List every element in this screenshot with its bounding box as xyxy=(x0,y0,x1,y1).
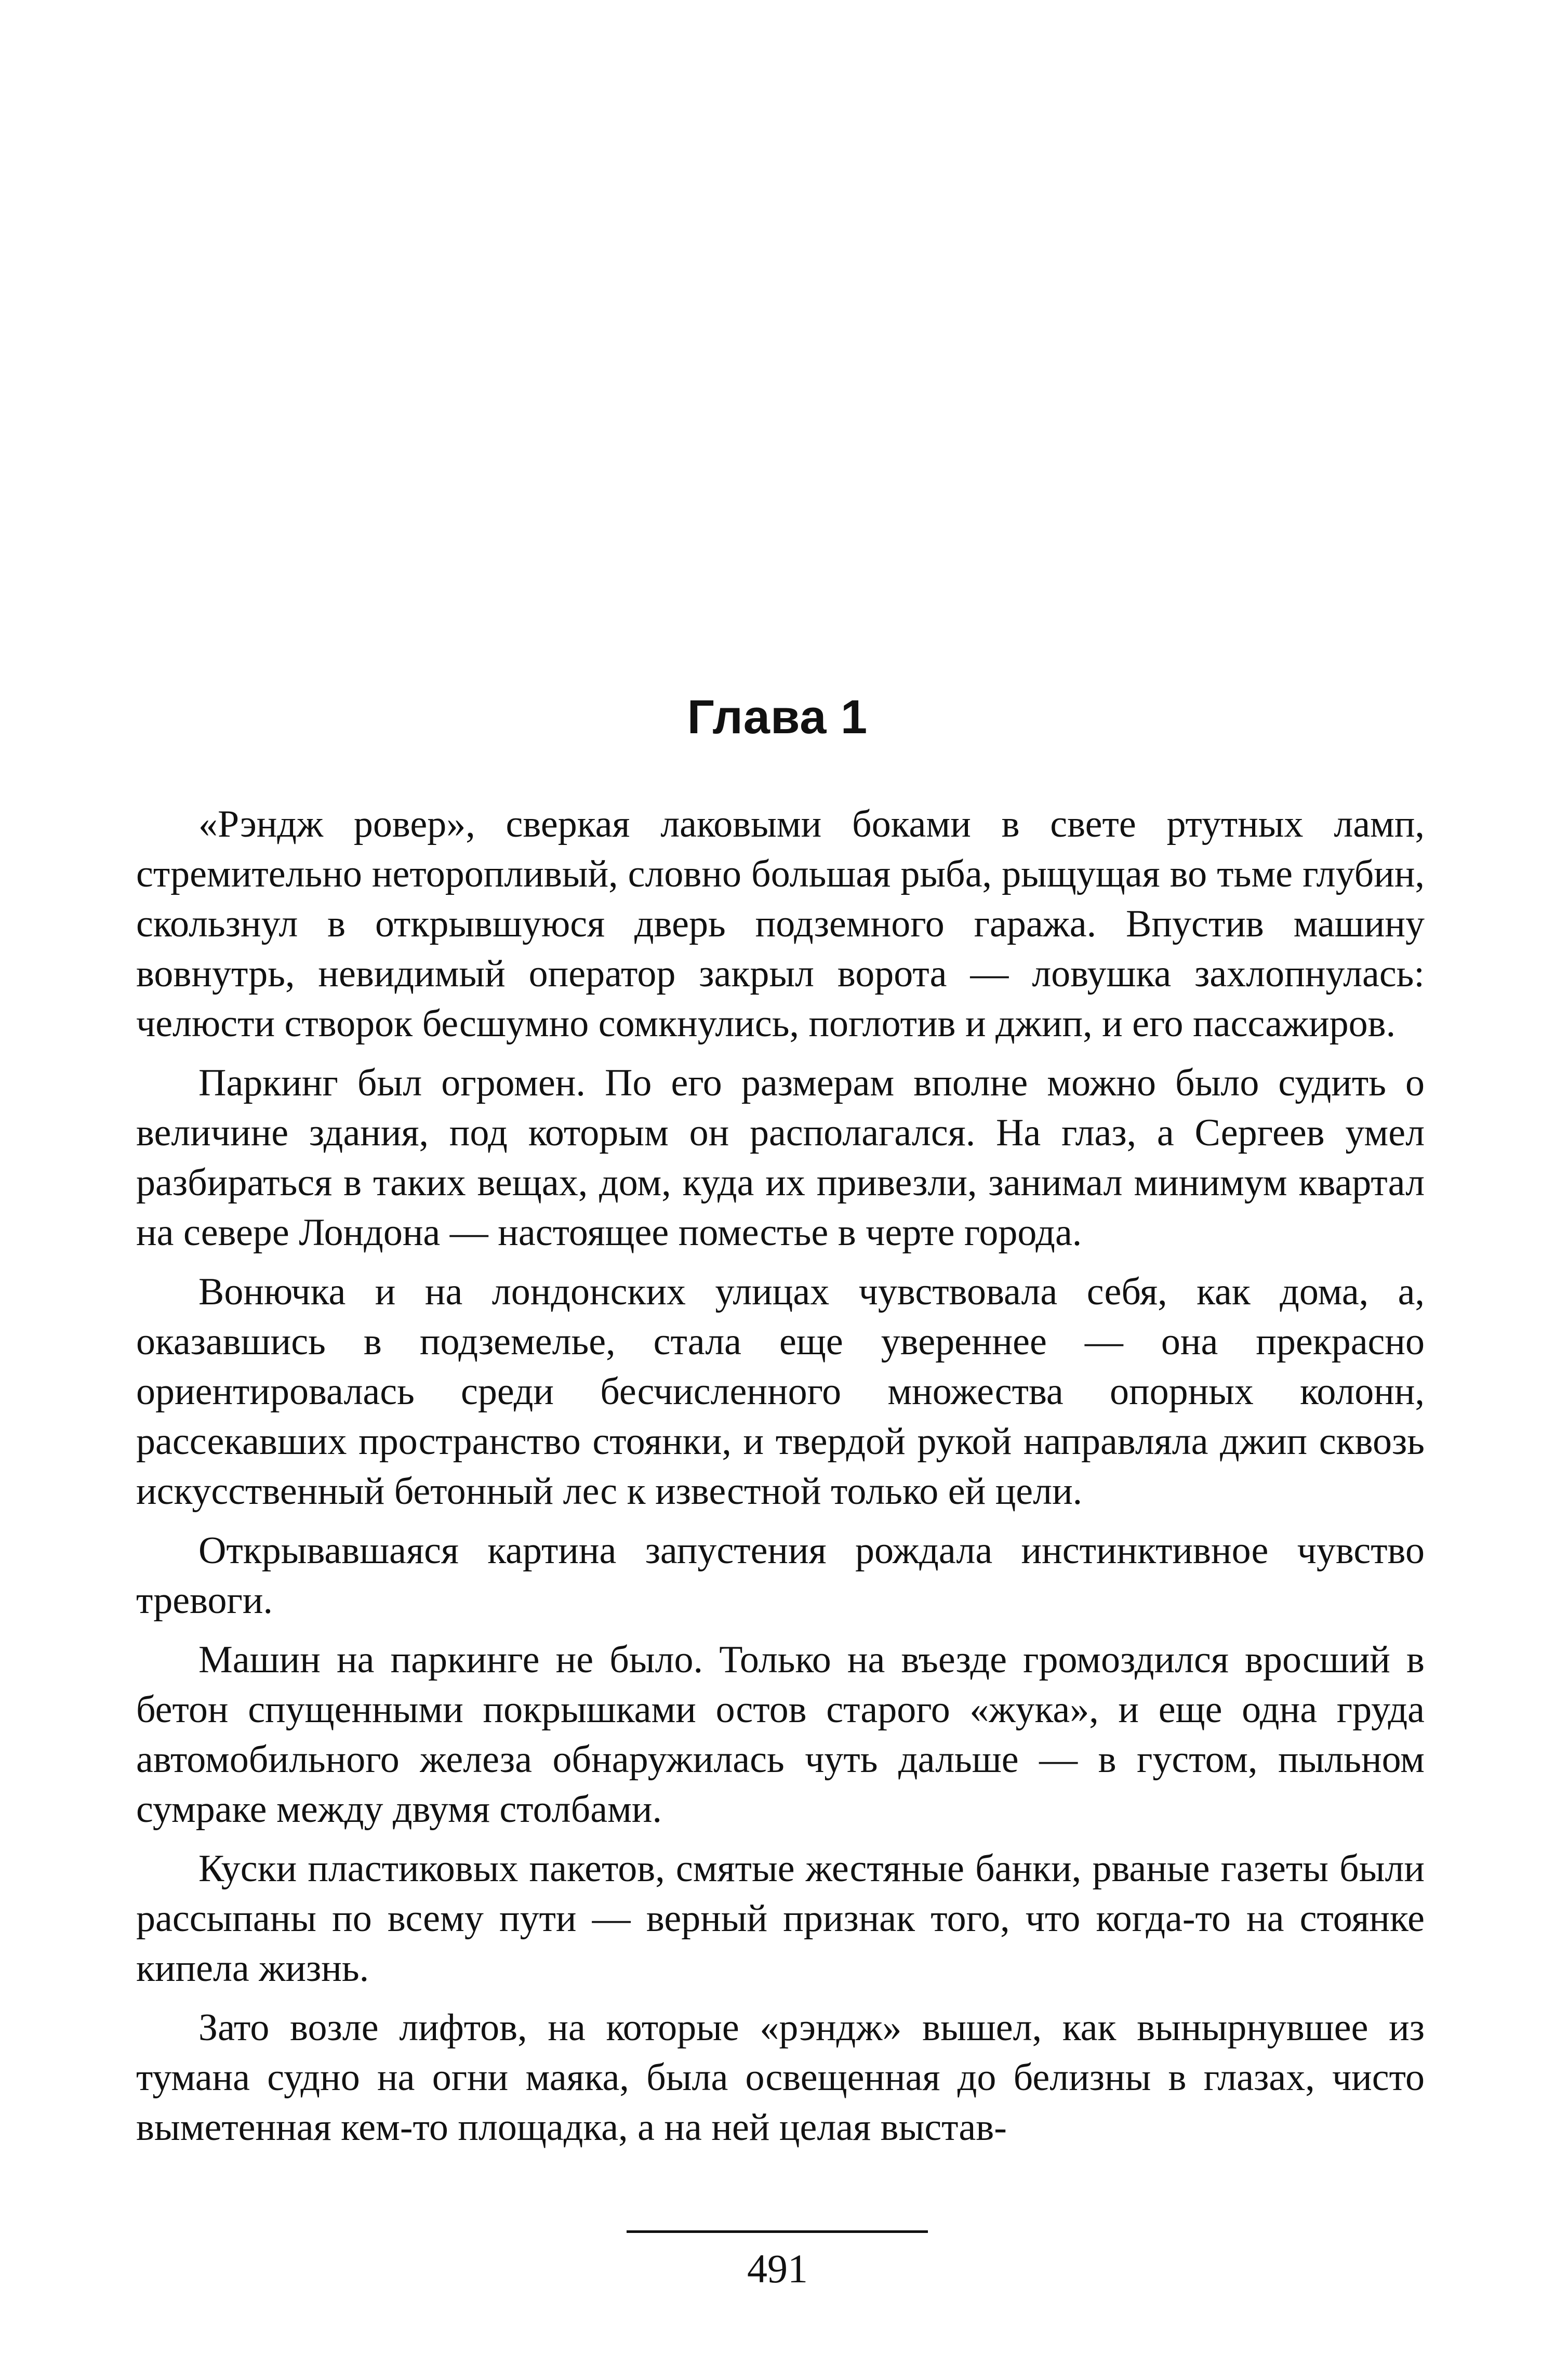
paragraph: Куски пластиковых пакетов, смятые жестяные банки, рваные газеты были рассыпаны по всему пути — верный признак того, что когда-то на стоянке кипела жизнь. xyxy=(136,1847,1425,1990)
page-number: 491 xyxy=(747,2246,808,2291)
paragraph: «Рэндж ровер», сверкая лаковыми боками в свете ртутных ламп, стремительно неторопливый, словно большая рыба, рыщущая во тьме глубин, скользнул в открывшуюся дверь подземного гаража. Впустив машину вовнутрь, невидимый оператор закрыл ворота — ловушка захлопнулась: челюсти створок бесшумно сомкнулись, поглотив и джип, и его пассажиров. xyxy=(136,803,1425,1045)
paragraph: Вонючка и на лондонских улицах чувствовала себя, как дома, а, оказавшись в подземелье, стала еще увереннее — она прекрасно ориентировалась среди бесчисленного множества опорных колонн, рассекавших пространство стоянки, и твердой рукой направляла джип сквозь искусственный бетонный лес к известной только ей цели. xyxy=(136,1271,1425,1513)
footer-divider xyxy=(627,2230,928,2233)
paragraph: Паркинг был огромен. По его размерам вполне можно было судить о величине здания, под которым он располагался. На глаз, а Сергеев умел разбираться в таких вещах, дом, куда их привезли, занимал минимум квартал на севере Лондона — настоящее поместье в черте города. xyxy=(136,1062,1425,1254)
chapter-body xyxy=(136,799,1425,2152)
paragraph: Открывавшаяся картина запустения рождала инстинктивное чувство тревоги. xyxy=(136,1529,1425,1622)
paragraph: Зато возле лифтов, на которые «рэндж» вышел, как вынырнувшее из тумана судно на огни маяка, была освещенная до белизны в глазах, чисто выметенная кем-то площадка, а на ней целая выстав- xyxy=(136,2006,1425,2149)
paragraph: Машин на паркинге не было. Только на въезде громоздился вросший в бетон спущенными покрышками остов старого «жука», и еще одна груда автомобильного железа обнаружилась чуть дальше — в густом, пыльном сумраке между двумя столбами. xyxy=(136,1638,1425,1831)
chapter-title: Глава 1 xyxy=(687,691,868,744)
